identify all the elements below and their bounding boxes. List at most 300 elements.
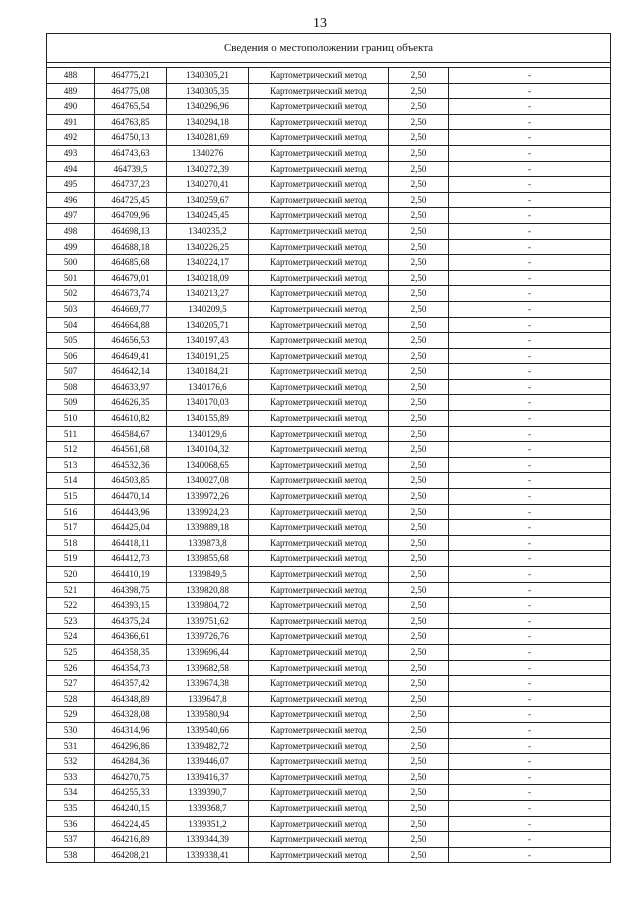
table-row: [47, 722, 611, 738]
description-cell: -: [449, 239, 611, 255]
point-number-cell: 530: [47, 722, 95, 738]
point-number-cell: 494: [47, 161, 95, 177]
point-number-cell: 492: [47, 130, 95, 146]
method-cell: Картометрический метод: [249, 442, 389, 458]
table-row: [47, 785, 611, 801]
x-coordinate-cell: 464470,14: [95, 489, 167, 505]
table-row: [47, 676, 611, 692]
y-coordinate-cell: 1340281,69: [167, 130, 249, 146]
x-coordinate-cell: 464725,45: [95, 192, 167, 208]
method-cell: Картометрический метод: [249, 738, 389, 754]
table-row: [47, 223, 611, 239]
x-coordinate-cell: 464673,74: [95, 286, 167, 302]
method-cell: Картометрический метод: [249, 551, 389, 567]
description-cell: -: [449, 800, 611, 816]
y-coordinate-cell: 1339674,38: [167, 676, 249, 692]
y-coordinate-cell: 1340184,21: [167, 364, 249, 380]
y-coordinate-cell: 1339804,72: [167, 598, 249, 614]
table-row: [47, 582, 611, 598]
accuracy-cell: 2,50: [389, 270, 449, 286]
method-cell: Картометрический метод: [249, 785, 389, 801]
table-body: [47, 68, 611, 863]
accuracy-cell: 2,50: [389, 722, 449, 738]
table-row: [47, 832, 611, 848]
y-coordinate-cell: 1340191,25: [167, 348, 249, 364]
y-coordinate-cell: 1340213,27: [167, 286, 249, 302]
table-row: [47, 411, 611, 427]
table-title: Сведения о местоположении границ объекта: [47, 34, 611, 63]
accuracy-cell: 2,50: [389, 223, 449, 239]
accuracy-cell: 2,50: [389, 192, 449, 208]
y-coordinate-cell: 1339390,7: [167, 785, 249, 801]
method-cell: Картометрический метод: [249, 99, 389, 115]
description-cell: -: [449, 567, 611, 583]
table-row: [47, 769, 611, 785]
description-cell: -: [449, 832, 611, 848]
accuracy-cell: 2,50: [389, 520, 449, 536]
table-row: [47, 301, 611, 317]
accuracy-cell: 2,50: [389, 239, 449, 255]
accuracy-cell: 2,50: [389, 145, 449, 161]
method-cell: Картометрический метод: [249, 411, 389, 427]
point-number-cell: 518: [47, 535, 95, 551]
y-coordinate-cell: 1339972,26: [167, 489, 249, 505]
description-cell: -: [449, 457, 611, 473]
description-cell: -: [449, 192, 611, 208]
description-cell: -: [449, 691, 611, 707]
point-number-cell: 502: [47, 286, 95, 302]
y-coordinate-cell: 1339696,44: [167, 644, 249, 660]
table-row: [47, 177, 611, 193]
page-number: 13: [313, 16, 327, 31]
point-number-cell: 507: [47, 364, 95, 380]
description-cell: -: [449, 114, 611, 130]
x-coordinate-cell: 464664,88: [95, 317, 167, 333]
description-cell: -: [449, 223, 611, 239]
description-cell: -: [449, 301, 611, 317]
accuracy-cell: 2,50: [389, 691, 449, 707]
point-number-cell: 524: [47, 629, 95, 645]
accuracy-cell: 2,50: [389, 208, 449, 224]
y-coordinate-cell: 1339726,76: [167, 629, 249, 645]
table-row: [47, 442, 611, 458]
x-coordinate-cell: 464709,96: [95, 208, 167, 224]
x-coordinate-cell: 464775,08: [95, 83, 167, 99]
point-number-cell: 501: [47, 270, 95, 286]
point-number-cell: 503: [47, 301, 95, 317]
method-cell: Картометрический метод: [249, 504, 389, 520]
accuracy-cell: 2,50: [389, 130, 449, 146]
method-cell: Картометрический метод: [249, 364, 389, 380]
y-coordinate-cell: 1340245,45: [167, 208, 249, 224]
y-coordinate-cell: 1340104,32: [167, 442, 249, 458]
description-cell: -: [449, 379, 611, 395]
x-coordinate-cell: 464358,35: [95, 644, 167, 660]
table-row: [47, 239, 611, 255]
accuracy-cell: 2,50: [389, 301, 449, 317]
description-cell: -: [449, 68, 611, 84]
method-cell: Картометрический метод: [249, 255, 389, 271]
point-number-cell: 521: [47, 582, 95, 598]
table-row: [47, 99, 611, 115]
table-row: [47, 644, 611, 660]
method-cell: Картометрический метод: [249, 489, 389, 505]
y-coordinate-cell: 1340205,71: [167, 317, 249, 333]
description-cell: -: [449, 348, 611, 364]
method-cell: Картометрический метод: [249, 629, 389, 645]
y-coordinate-cell: 1340129,6: [167, 426, 249, 442]
accuracy-cell: 2,50: [389, 582, 449, 598]
accuracy-cell: 2,50: [389, 644, 449, 660]
x-coordinate-cell: 464314,96: [95, 722, 167, 738]
table-row: [47, 660, 611, 676]
y-coordinate-cell: 1339351,2: [167, 816, 249, 832]
table-row: [47, 83, 611, 99]
point-number-cell: 500: [47, 255, 95, 271]
description-cell: -: [449, 847, 611, 863]
y-coordinate-cell: 1340226,25: [167, 239, 249, 255]
table-row: [47, 161, 611, 177]
description-cell: -: [449, 754, 611, 770]
x-coordinate-cell: 464425,04: [95, 520, 167, 536]
point-number-cell: 497: [47, 208, 95, 224]
table-row: [47, 208, 611, 224]
accuracy-cell: 2,50: [389, 83, 449, 99]
x-coordinate-cell: 464737,23: [95, 177, 167, 193]
y-coordinate-cell: 1340027,08: [167, 473, 249, 489]
description-cell: -: [449, 364, 611, 380]
description-cell: -: [449, 333, 611, 349]
x-coordinate-cell: 464688,18: [95, 239, 167, 255]
x-coordinate-cell: 464354,73: [95, 660, 167, 676]
y-coordinate-cell: 1340170,03: [167, 395, 249, 411]
y-coordinate-cell: 1339580,94: [167, 707, 249, 723]
point-number-cell: 491: [47, 114, 95, 130]
method-cell: Картометрический метод: [249, 348, 389, 364]
method-cell: Картометрический метод: [249, 473, 389, 489]
x-coordinate-cell: 464775,21: [95, 68, 167, 84]
y-coordinate-cell: 1340305,21: [167, 68, 249, 84]
table-row: [47, 348, 611, 364]
boundary-coordinates-sheet: [46, 33, 610, 863]
y-coordinate-cell: 1339924,23: [167, 504, 249, 520]
table-row: [47, 68, 611, 84]
y-coordinate-cell: 1340224,17: [167, 255, 249, 271]
description-cell: -: [449, 255, 611, 271]
accuracy-cell: 2,50: [389, 442, 449, 458]
y-coordinate-cell: 1339849,5: [167, 567, 249, 583]
y-coordinate-cell: 1340235,2: [167, 223, 249, 239]
x-coordinate-cell: 464743,63: [95, 145, 167, 161]
point-number-cell: 519: [47, 551, 95, 567]
accuracy-cell: 2,50: [389, 411, 449, 427]
point-number-cell: 516: [47, 504, 95, 520]
description-cell: -: [449, 177, 611, 193]
table-row: [47, 473, 611, 489]
y-coordinate-cell: 1339446,07: [167, 754, 249, 770]
point-number-cell: 535: [47, 800, 95, 816]
description-cell: -: [449, 426, 611, 442]
method-cell: Картометрический метод: [249, 800, 389, 816]
table-row: [47, 847, 611, 863]
y-coordinate-cell: 1339416,37: [167, 769, 249, 785]
method-cell: Картометрический метод: [249, 676, 389, 692]
x-coordinate-cell: 464642,14: [95, 364, 167, 380]
accuracy-cell: 2,50: [389, 660, 449, 676]
description-cell: -: [449, 504, 611, 520]
description-cell: -: [449, 707, 611, 723]
point-number-cell: 505: [47, 333, 95, 349]
point-number-cell: 488: [47, 68, 95, 84]
table-row: [47, 192, 611, 208]
method-cell: Картометрический метод: [249, 223, 389, 239]
x-coordinate-cell: 464750,13: [95, 130, 167, 146]
description-cell: -: [449, 489, 611, 505]
point-number-cell: 512: [47, 442, 95, 458]
table-row: [47, 754, 611, 770]
description-cell: -: [449, 83, 611, 99]
y-coordinate-cell: 1339368,7: [167, 800, 249, 816]
description-cell: -: [449, 130, 611, 146]
accuracy-cell: 2,50: [389, 114, 449, 130]
y-coordinate-cell: 1340305,35: [167, 83, 249, 99]
point-number-cell: 528: [47, 691, 95, 707]
point-number-cell: 538: [47, 847, 95, 863]
method-cell: Картометрический метод: [249, 286, 389, 302]
description-cell: -: [449, 816, 611, 832]
accuracy-cell: 2,50: [389, 364, 449, 380]
description-cell: -: [449, 738, 611, 754]
x-coordinate-cell: 464633,97: [95, 379, 167, 395]
point-number-cell: 537: [47, 832, 95, 848]
x-coordinate-cell: 464561,68: [95, 442, 167, 458]
description-cell: -: [449, 411, 611, 427]
table-row: [47, 567, 611, 583]
y-coordinate-cell: 1340209,5: [167, 301, 249, 317]
point-number-cell: 520: [47, 567, 95, 583]
description-cell: -: [449, 145, 611, 161]
accuracy-cell: 2,50: [389, 800, 449, 816]
accuracy-cell: 2,50: [389, 598, 449, 614]
point-number-cell: 522: [47, 598, 95, 614]
method-cell: Картометрический метод: [249, 426, 389, 442]
point-number-cell: 517: [47, 520, 95, 536]
table-row: [47, 629, 611, 645]
point-number-cell: 510: [47, 411, 95, 427]
x-coordinate-cell: 464270,75: [95, 769, 167, 785]
x-coordinate-cell: 464503,85: [95, 473, 167, 489]
description-cell: -: [449, 769, 611, 785]
accuracy-cell: 2,50: [389, 395, 449, 411]
x-coordinate-cell: 464410,19: [95, 567, 167, 583]
accuracy-cell: 2,50: [389, 489, 449, 505]
accuracy-cell: 2,50: [389, 567, 449, 583]
x-coordinate-cell: 464626,35: [95, 395, 167, 411]
x-coordinate-cell: 464375,24: [95, 613, 167, 629]
x-coordinate-cell: 464357,42: [95, 676, 167, 692]
point-number-cell: 499: [47, 239, 95, 255]
x-coordinate-cell: 464532,36: [95, 457, 167, 473]
point-number-cell: 495: [47, 177, 95, 193]
x-coordinate-cell: 464679,01: [95, 270, 167, 286]
y-coordinate-cell: 1340176,6: [167, 379, 249, 395]
description-cell: -: [449, 317, 611, 333]
y-coordinate-cell: 1339482,72: [167, 738, 249, 754]
accuracy-cell: 2,50: [389, 629, 449, 645]
accuracy-cell: 2,50: [389, 333, 449, 349]
y-coordinate-cell: 1340155,89: [167, 411, 249, 427]
y-coordinate-cell: 1339344,39: [167, 832, 249, 848]
point-number-cell: 514: [47, 473, 95, 489]
method-cell: Картометрический метод: [249, 208, 389, 224]
x-coordinate-cell: 464366,61: [95, 629, 167, 645]
method-cell: Картометрический метод: [249, 832, 389, 848]
accuracy-cell: 2,50: [389, 707, 449, 723]
table-row: [47, 489, 611, 505]
description-cell: -: [449, 161, 611, 177]
x-coordinate-cell: 464656,53: [95, 333, 167, 349]
table-row: [47, 520, 611, 536]
method-cell: Картометрический метод: [249, 520, 389, 536]
method-cell: Картометрический метод: [249, 847, 389, 863]
accuracy-cell: 2,50: [389, 99, 449, 115]
accuracy-cell: 2,50: [389, 738, 449, 754]
accuracy-cell: 2,50: [389, 473, 449, 489]
x-coordinate-cell: 464328,08: [95, 707, 167, 723]
y-coordinate-cell: 1340276: [167, 145, 249, 161]
accuracy-cell: 2,50: [389, 504, 449, 520]
accuracy-cell: 2,50: [389, 832, 449, 848]
accuracy-cell: 2,50: [389, 754, 449, 770]
method-cell: Картометрический метод: [249, 130, 389, 146]
table-row: [47, 707, 611, 723]
y-coordinate-cell: 1339820,88: [167, 582, 249, 598]
point-number-cell: 532: [47, 754, 95, 770]
x-coordinate-cell: 464418,11: [95, 535, 167, 551]
description-cell: -: [449, 660, 611, 676]
x-coordinate-cell: 464224,45: [95, 816, 167, 832]
method-cell: Картометрический метод: [249, 816, 389, 832]
description-cell: -: [449, 473, 611, 489]
point-number-cell: 534: [47, 785, 95, 801]
y-coordinate-cell: 1339682,58: [167, 660, 249, 676]
method-cell: Картометрический метод: [249, 707, 389, 723]
point-number-cell: 498: [47, 223, 95, 239]
accuracy-cell: 2,50: [389, 348, 449, 364]
table-row: [47, 613, 611, 629]
y-coordinate-cell: 1339751,62: [167, 613, 249, 629]
description-cell: -: [449, 598, 611, 614]
table-row: [47, 286, 611, 302]
x-coordinate-cell: 464296,86: [95, 738, 167, 754]
x-coordinate-cell: 464208,21: [95, 847, 167, 863]
x-coordinate-cell: 464763,85: [95, 114, 167, 130]
accuracy-cell: 2,50: [389, 816, 449, 832]
method-cell: Картометрический метод: [249, 613, 389, 629]
point-number-cell: 513: [47, 457, 95, 473]
method-cell: Картометрический метод: [249, 68, 389, 84]
method-cell: Картометрический метод: [249, 644, 389, 660]
table-row: [47, 317, 611, 333]
description-cell: -: [449, 535, 611, 551]
table-row: [47, 255, 611, 271]
table-row: [47, 551, 611, 567]
x-coordinate-cell: 464255,33: [95, 785, 167, 801]
table-row: [47, 114, 611, 130]
y-coordinate-cell: 1340197,43: [167, 333, 249, 349]
x-coordinate-cell: 464443,96: [95, 504, 167, 520]
y-coordinate-cell: 1340294,18: [167, 114, 249, 130]
description-cell: -: [449, 286, 611, 302]
point-number-cell: 490: [47, 99, 95, 115]
x-coordinate-cell: 464216,89: [95, 832, 167, 848]
description-cell: -: [449, 785, 611, 801]
description-cell: -: [449, 270, 611, 286]
x-coordinate-cell: 464412,73: [95, 551, 167, 567]
x-coordinate-cell: 464348,89: [95, 691, 167, 707]
point-number-cell: 508: [47, 379, 95, 395]
point-number-cell: 533: [47, 769, 95, 785]
table-row: [47, 379, 611, 395]
point-number-cell: 511: [47, 426, 95, 442]
description-cell: -: [449, 722, 611, 738]
method-cell: Картометрический метод: [249, 582, 389, 598]
method-cell: Картометрический метод: [249, 754, 389, 770]
description-cell: -: [449, 613, 611, 629]
table-row: [47, 504, 611, 520]
method-cell: Картометрический метод: [249, 395, 389, 411]
method-cell: Картометрический метод: [249, 239, 389, 255]
x-coordinate-cell: 464240,15: [95, 800, 167, 816]
point-number-cell: 536: [47, 816, 95, 832]
point-number-cell: 529: [47, 707, 95, 723]
accuracy-cell: 2,50: [389, 847, 449, 863]
table-row: [47, 738, 611, 754]
x-coordinate-cell: 464669,77: [95, 301, 167, 317]
point-number-cell: 515: [47, 489, 95, 505]
point-number-cell: 496: [47, 192, 95, 208]
description-cell: -: [449, 208, 611, 224]
method-cell: Картометрический метод: [249, 317, 389, 333]
method-cell: Картометрический метод: [249, 83, 389, 99]
y-coordinate-cell: 1339647,8: [167, 691, 249, 707]
x-coordinate-cell: 464698,13: [95, 223, 167, 239]
x-coordinate-cell: 464765,54: [95, 99, 167, 115]
table-row: [47, 395, 611, 411]
method-cell: Картометрический метод: [249, 691, 389, 707]
table-row: [47, 130, 611, 146]
point-number-cell: 526: [47, 660, 95, 676]
y-coordinate-cell: 1339338,41: [167, 847, 249, 863]
method-cell: Картометрический метод: [249, 177, 389, 193]
y-coordinate-cell: 1340296,96: [167, 99, 249, 115]
method-cell: Картометрический метод: [249, 114, 389, 130]
table-row: [47, 426, 611, 442]
accuracy-cell: 2,50: [389, 551, 449, 567]
method-cell: Картометрический метод: [249, 567, 389, 583]
description-cell: -: [449, 551, 611, 567]
description-cell: -: [449, 644, 611, 660]
method-cell: Картометрический метод: [249, 161, 389, 177]
method-cell: Картометрический метод: [249, 301, 389, 317]
point-number-cell: 523: [47, 613, 95, 629]
table-row: [47, 333, 611, 349]
table-row: [47, 691, 611, 707]
x-coordinate-cell: 464398,75: [95, 582, 167, 598]
accuracy-cell: 2,50: [389, 613, 449, 629]
method-cell: Картометрический метод: [249, 722, 389, 738]
point-number-cell: 527: [47, 676, 95, 692]
